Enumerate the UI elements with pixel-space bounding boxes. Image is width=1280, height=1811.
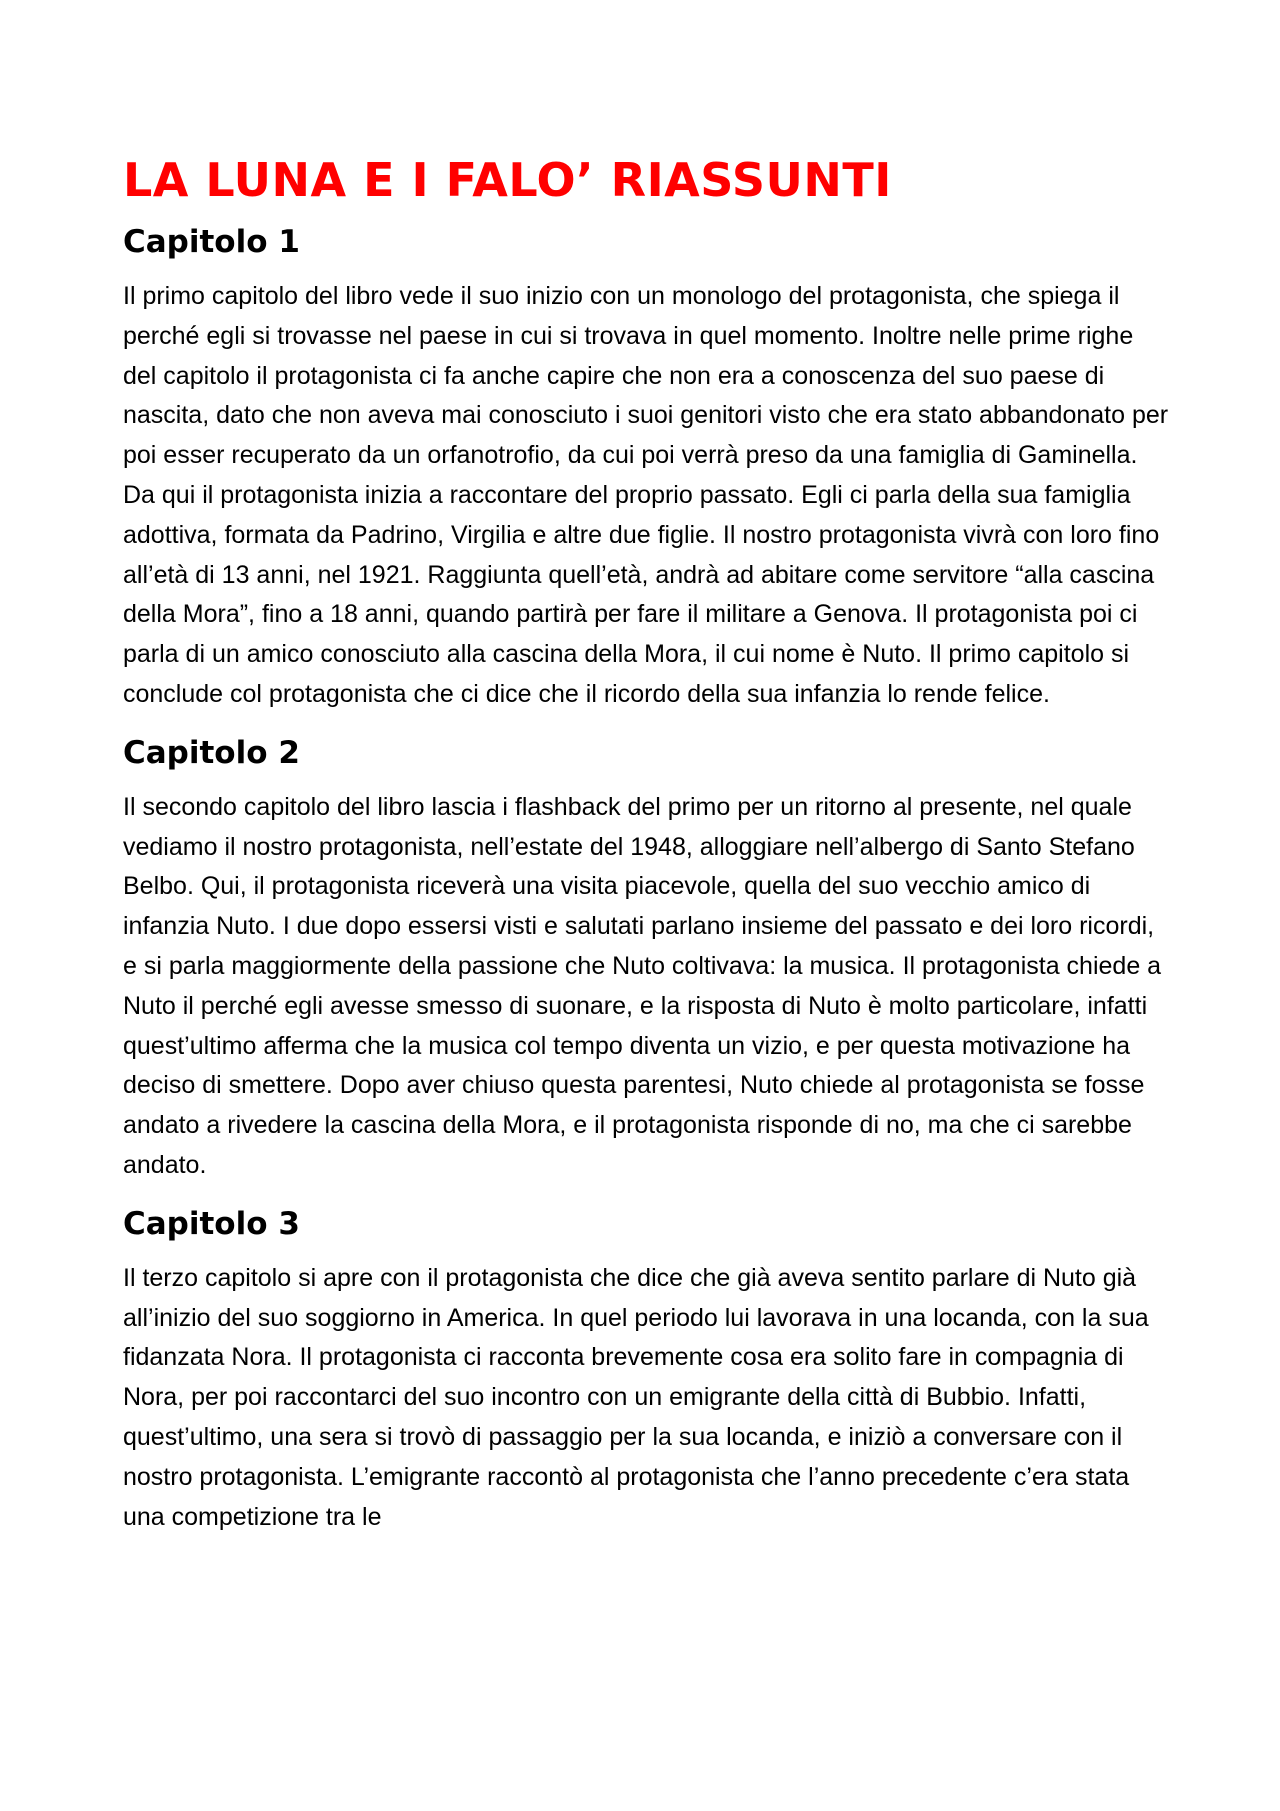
chapter-2-section bbox=[123, 733, 1171, 1186]
chapter-3-heading: Capitolo 3 bbox=[123, 1205, 300, 1242]
chapter-2-body: Il secondo capitolo del libro lascia i flashback del primo per un ritorno al presente, nel quale vediamo il nostro protagonista, nell’estate del 1948, alloggiare nell’albergo di Santo Stefano Belbo. Qui, il protagonista riceverà una visita piacevole, quella del suo vecchio amico di infanzia Nuto. I due dopo essersi visti e salutati parlano insieme del passato e dei loro ricordi, e si parla maggiormente della passione che Nuto coltivava: la musica. Il protagonista chiede a Nuto il perché egli avesse smesso di suonare, e la risposta di Nuto è molto particolare, infatti quest’ultimo afferma che la musica col tempo diventa un vizio, e per questa motivazione ha deciso di smettere. Dopo aver chiuso questa parentesi, Nuto chiede al protagonista se fosse andato a rivedere la cascina della Mora, e il protagonista risponde di no, ma che ci sarebbe andato. bbox=[123, 792, 1162, 1179]
chapter-1-body: Il primo capitolo del libro vede il suo inizio con un monologo del protagonista, che spiega il perché egli si trovasse nel paese in cui si trovava in quel momento. Inoltre nelle prime righe del capitolo il protagonista ci fa anche capire che non era a conoscenza del suo paese di nascita, dato che non aveva mai conosciuto i suoi genitori visto che era stato abbandonato per poi esser recuperato da un orfanotrofio, da cui poi verrà preso da una famiglia di Gaminella. Da qui il protagonista inizia a raccontare del proprio passato. Egli ci parla della sua famiglia adottiva, formata da Padrino, Virgilia e altre due figlie. Il nostro protagonista vivrà con loro fino all’età di 13 anni, nel 1921. Raggiunta quell’età, andrà ad abitare come servitore “alla cascina della Mora”, fino a 18 anni, quando partirà per fare il militare a Genova. Il protagonista poi ci parla di un amico conosciuto alla cascina della Mora, il cui nome è Nuto. Il primo capitolo si conclude col protagonista che ci dice che il ricordo della sua infanzia lo rende felice. bbox=[123, 282, 1169, 708]
chapter-2-heading: Capitolo 2 bbox=[123, 734, 300, 771]
document-page bbox=[123, 150, 1171, 1555]
chapter-3-section bbox=[123, 1204, 1171, 1538]
chapter-3-body: Il terzo capitolo si apre con il protagonista che dice che già aveva sentito parlare di Nuto già all’inizio del suo soggiorno in America. In quel periodo lui lavorava in una locanda, con la sua fidanzata Nora. Il protagonista ci racconta brevemente cosa era solito fare in compagnia di Nora, per poi raccontarci del suo incontro con un emigrante della città di Bubbio. Infatti, quest’ultimo, una sera si trovò di passaggio per la sua locanda, e iniziò a conversare con il nostro protagonista. L’emigrante raccontò al protagonista che l’anno precedente c’era stata una competizione tra le bbox=[123, 1263, 1149, 1531]
chapter-1-section bbox=[123, 222, 1171, 715]
document-title: LA LUNA E I FALO’ RIASSUNTI bbox=[123, 153, 892, 207]
chapter-1-heading: Capitolo 1 bbox=[123, 224, 300, 260]
